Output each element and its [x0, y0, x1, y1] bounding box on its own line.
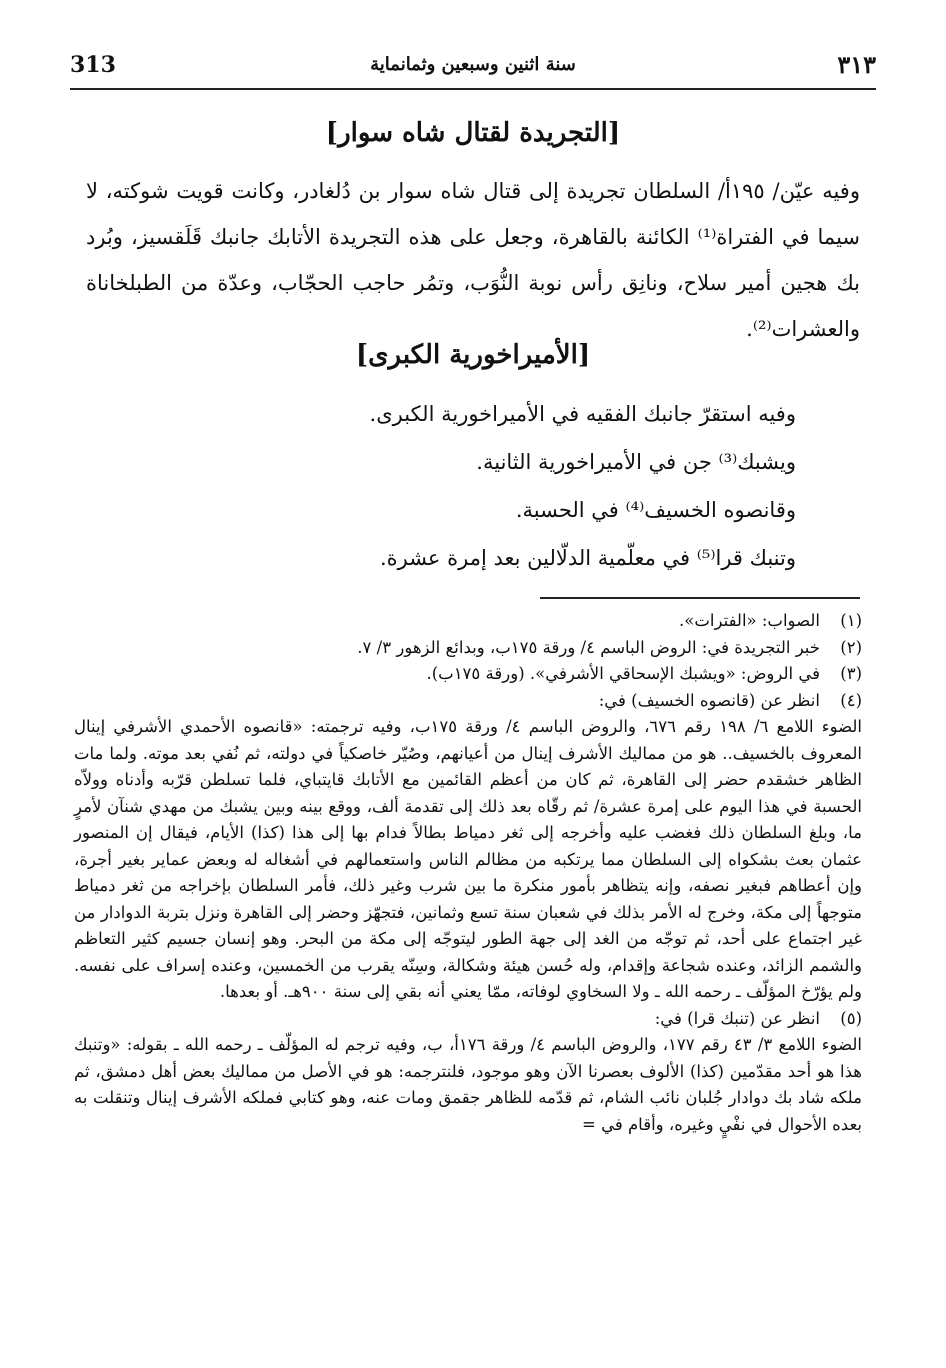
- footnote: [74, 661, 862, 688]
- running-title: سنة اثنين وسبعين وثمانماية: [370, 54, 576, 75]
- appointment-line: وتنبك قرا⁽⁵⁾ في معلّمية الدلّالين بعد إمرة عشرة.: [379, 546, 796, 570]
- section-heading-amirakhoriya: [الأميراخورية الكبرى]: [355, 340, 591, 370]
- footnote-text: خبر التجريدة في: الروض الباسم ٤/ ورقة ١٧٥ب، وبدائع الزهور ٣/ ٧.: [357, 637, 820, 657]
- footnote-body: الضوء اللامع ٣/ ٤٣ رقم ١٧٧، والروض الباسم ٤/ ورقة ١٧٦أ، ب، وفيه ترجم له المؤلّف ـ رحمه الله ـ بقوله: «وتنبك هذا هو أحد مقدّمين (كذا) الألوف بعصرنا الآن وهو موجود، فلنترجمه: هو في الأصل من مماليك بعض أهل دمشق، ثم ملكه شاد بك دوادار جُلبان نائب الشام، ثم قدّمه للظاهر جقمق ومات عنه، وهو كتابي فملكه الأشرف إينال وتنقلت به بعده الأحوال في نفْيٍ وغيره، وأقام في =: [74, 1035, 863, 1134]
- appointment-line: ويشبك⁽³⁾ جن في الأميراخورية الثانية.: [476, 450, 796, 474]
- footnote-number: (٥): [840, 1008, 862, 1028]
- footnote-number: (٣): [840, 664, 862, 683]
- footnote: [74, 1006, 862, 1139]
- footnote-number: (١): [840, 611, 862, 630]
- appointment-line: وفيه استقرّ جانبك الفقيه في الأميراخورية الكبرى.: [369, 402, 796, 426]
- appointment-line: وقانصوه الخسيف⁽⁴⁾ في الحسبة.: [515, 498, 796, 522]
- footnote: [74, 608, 862, 635]
- footnote-number: (٤): [840, 690, 862, 710]
- appointments-list: [86, 390, 796, 582]
- footnote-text: انظر عن (تنبك قرا) في:: [654, 1008, 820, 1028]
- footnotes: [74, 608, 862, 1138]
- footnote: [74, 688, 862, 1006]
- page-header: [70, 50, 876, 90]
- page-number-arabic: ٣١٣: [837, 50, 876, 79]
- paragraph-tajrida: وفيه عيّن/ ١٩٥أ/ السلطان تجريدة إلى قتال شاه سوار بن دُلغادر، وكانت قويت شوكته، لا سيما في الفتراة⁽¹⁾ الكائنة بالقاهرة، وجعل على هذه التجريدة الأتابك جانبك قَلَقسيز، وبُرد بك هجين أمير سلاح، ونانِق رأس نوبة النُّوَب، وتمُر حاجب الحجّاب، وعدّة من الطبلخاناة والعشرات⁽²⁾.: [86, 179, 861, 341]
- page-number-latin: 313: [70, 52, 116, 78]
- footnote-text: انظر عن (قانصوه الخسيف) في:: [598, 690, 820, 710]
- footnote-divider: [540, 597, 860, 599]
- footnote-text: في الروض: «ويشبك الإسحاقي الأشرفي». (ورقة ١٧٥ب).: [426, 664, 820, 683]
- footnote-text: الصواب: «الفترات».: [679, 611, 820, 630]
- footnote-body: الضوء اللامع ٦/ ١٩٨ رقم ٦٧٦، والروض الباسم ٤/ ورقة ١٧٥ب، وفيه ترجمته: «قانصوه الأحمدي الأشرفي إينال المعروف بالخسيف.. هو من مماليك الأشرف إينال من أعيانهم، وصُيّر خاصكياً في دولته، ثم نُفي بعد موته. ولما مات الظاهر خشقدم حضر إلى القاهرة، ثم كان من أعظم القائمين مع الأتابك قايتباي، فلما تسلطن قرّبه وأدناه وولاّه الحسبة في هذا اليوم على إمرة عشرة/ ثم رقّاه بعد ذلك إلى تقدمة ألف، ووقع بينه وبين يشبك من مهدي شنآن لأمرٍ ما، وبلغ السلطان ذلك فغضب عليه وأخرجه إلى ثغر دمياط بطالاً فدام بها إلى هذا (كذا) الأيام، فيقال إن المنصور عثمان بعث بشكواه إلى السلطان مما يرتكبه من مظالم الناس واستعمالهم في أشغاله له وبعض عماير بغير أجرة، وإن أعطاهم فبغير نصفه، وإنه يتظاهر بأمور منكرة ما بين شرب وغير ذلك، فأمر السلطان بإخراجه من ثغر دمياط متوجهاً إلى مكة، وخرج له الأمر بذلك في شعبان سنة تسع وثمانين، فتجهّز وحضر إلى القاهرة ونزل بتربة الدوادار من غير اجتماع على أحد، ثم توجّه من الغد إلى جهة الطور ليتوجّه إلى مكة من البحر. وهو إنسان جسيم كثير التعاظم والشمم الزائد، وعنده شجاعة وإقدام، وله حُسن هيئة وشكالة، وسِنّه يقرب من الخمسين، وعنده إسراف على نفسه. ولم يؤرّخ المؤلّف ـ رحمه الله ـ ولا السخاوي لوفاته، ممّا يعني أنه بقي إلى سنة ٩٠٠هـ. أو بعدها.: [74, 717, 863, 1001]
- section-heading-tajrida: [التجريدة لقتال شاه سوار]: [325, 118, 621, 148]
- footnote-number: (٢): [840, 637, 862, 657]
- footnote: [74, 635, 862, 662]
